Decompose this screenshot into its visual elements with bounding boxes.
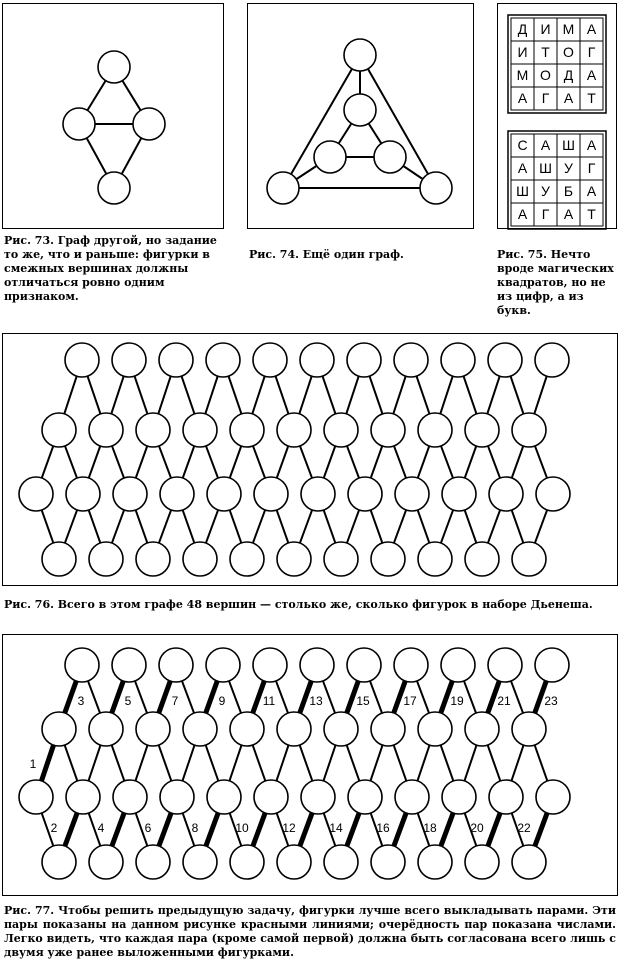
pair-number: 3 <box>77 694 85 708</box>
graph-node <box>489 477 523 511</box>
figure-74-frame <box>247 3 474 229</box>
graph-edge <box>88 681 100 713</box>
graph-edge <box>465 510 477 543</box>
pair-edge <box>159 681 171 713</box>
graph-node <box>206 343 240 377</box>
graph-edge <box>135 681 147 713</box>
graph-edge <box>300 446 312 478</box>
letter-cell-text: Г <box>541 90 550 106</box>
graph-node <box>324 712 358 746</box>
graph-node <box>66 780 100 814</box>
graph-edge <box>511 681 523 713</box>
pair-edge <box>206 681 218 713</box>
graph-node <box>512 845 546 879</box>
pair-number: 8 <box>191 821 199 835</box>
graph-node <box>19 477 53 511</box>
graph-edge <box>441 510 453 543</box>
letter-cell-text: А <box>517 206 528 222</box>
letter-cell-text: А <box>586 137 597 153</box>
graph-node <box>113 477 147 511</box>
pair-number: 6 <box>144 821 152 835</box>
graph-edge <box>300 510 312 543</box>
graph-edge <box>158 376 170 414</box>
graph-node <box>66 477 100 511</box>
graph-node <box>42 845 76 879</box>
graph-edge <box>252 376 264 414</box>
letter-cell-text: А <box>563 206 574 222</box>
graph-node <box>347 343 381 377</box>
graph-edge <box>253 510 265 543</box>
graph-node <box>536 477 570 511</box>
figure-73-graph <box>3 4 225 230</box>
pair-number: 10 <box>235 821 249 835</box>
graph-node <box>301 477 335 511</box>
figure-75-caption: Рис. 75. Нечто вроде магических квадратов, но не из цифр, а из букв. <box>497 248 614 317</box>
graph-edge <box>465 446 477 478</box>
pair-number: 23 <box>544 694 558 708</box>
graph-node <box>344 94 376 126</box>
pair-edge <box>65 681 77 713</box>
letter-cell-text: А <box>517 160 528 176</box>
graph-edge <box>159 446 171 478</box>
graph-node <box>112 648 146 682</box>
pair-edge <box>535 813 547 846</box>
pair-edge <box>65 813 77 846</box>
graph-node <box>42 542 76 576</box>
figure-74-caption: Рис. 74. Ещё один граф. <box>249 248 404 261</box>
graph-edge <box>88 745 100 781</box>
graph-node <box>301 780 335 814</box>
graph-node <box>488 343 522 377</box>
graph-node <box>347 648 381 682</box>
graph-edge <box>535 745 548 781</box>
graph-node <box>159 343 193 377</box>
graph-edge <box>229 681 241 713</box>
graph-node <box>98 172 130 204</box>
graph-node <box>133 108 165 140</box>
graph-edge <box>182 745 194 781</box>
graph-node <box>112 343 146 377</box>
graph-node <box>394 343 428 377</box>
graph-edge <box>65 745 78 781</box>
graph-edge <box>394 510 406 543</box>
graph-node <box>418 542 452 576</box>
graph-node <box>206 648 240 682</box>
figure-73-frame <box>2 3 224 229</box>
graph-node <box>19 780 53 814</box>
pair-number: 18 <box>423 821 437 835</box>
letter-cell-text: Д <box>517 21 528 37</box>
pair-number: 17 <box>403 694 417 708</box>
pair-number: 16 <box>376 821 390 835</box>
graph-node <box>465 712 499 746</box>
letter-cell-text: Г <box>587 160 596 176</box>
graph-node <box>98 51 130 83</box>
letter-cell-text: М <box>516 67 529 83</box>
graph-edge <box>253 446 265 478</box>
graph-edge <box>135 745 147 781</box>
graph-edge <box>371 446 383 478</box>
pair-number: 20 <box>470 821 484 835</box>
graph-node <box>535 648 569 682</box>
figure-77-frame <box>2 634 618 896</box>
graph-edge <box>441 446 453 478</box>
graph-edge <box>370 681 382 713</box>
graph-node <box>89 845 123 879</box>
graph-node <box>300 343 334 377</box>
graph-edge <box>42 446 54 478</box>
graph-node <box>277 542 311 576</box>
letter-cell-text: Т <box>587 90 596 106</box>
graph-node <box>159 648 193 682</box>
graph-edge <box>512 510 524 543</box>
graph-edge <box>394 745 407 781</box>
graph-edge <box>205 376 217 414</box>
letter-cell-text: Ш <box>562 137 575 153</box>
graph-edge <box>276 681 288 713</box>
graph-node <box>253 343 287 377</box>
graph-node <box>420 172 452 204</box>
graph-edge <box>135 376 148 414</box>
graph-node <box>277 413 311 447</box>
letter-cell-text: У <box>541 183 550 199</box>
graph-edge <box>418 446 430 478</box>
graph-node <box>300 648 334 682</box>
graph-node <box>89 712 123 746</box>
graph-node <box>418 413 452 447</box>
graph-node <box>160 780 194 814</box>
graph-edge <box>324 446 336 478</box>
graph-edge <box>276 376 289 414</box>
graph-edge <box>511 376 524 414</box>
graph-edge <box>230 446 242 478</box>
figure-76-caption: Рис. 76. Всего в этом графе 48 вершин — столько же, сколько фигурок в наборе Дьенеша. <box>4 598 593 611</box>
graph-node <box>136 712 170 746</box>
figure-76-graph <box>3 334 619 587</box>
graph-edge <box>183 510 195 543</box>
graph-node <box>394 648 428 682</box>
graph-edge <box>112 510 124 543</box>
graph-edge <box>464 376 477 414</box>
pair-number: 22 <box>517 821 531 835</box>
graph-edge <box>183 446 195 478</box>
graph-edge <box>347 446 359 478</box>
pair-number: 4 <box>97 821 105 835</box>
graph-edge <box>535 510 547 543</box>
graph-node <box>536 780 570 814</box>
graph-node <box>42 712 76 746</box>
graph-node <box>344 39 376 71</box>
letter-cell-text: О <box>563 44 574 60</box>
graph-edge <box>323 681 335 713</box>
graph-node <box>489 780 523 814</box>
graph-node <box>63 108 95 140</box>
pair-number: 21 <box>497 694 511 708</box>
pair-number: 9 <box>218 694 226 708</box>
graph-edge <box>441 745 454 781</box>
graph-edge <box>512 446 524 478</box>
graph-node <box>207 477 241 511</box>
graph-edge <box>393 376 405 414</box>
graph-edge <box>347 745 360 781</box>
letter-cell-text: А <box>586 67 597 83</box>
graph-edge <box>371 510 383 543</box>
graph-node <box>324 845 358 879</box>
graph-edge <box>65 510 77 543</box>
pair-edge <box>112 813 124 846</box>
graph-edge <box>112 745 125 781</box>
letter-cell-text: А <box>586 183 597 199</box>
graph-edge <box>488 745 501 781</box>
graph-node <box>230 413 264 447</box>
graph-edge <box>136 446 148 478</box>
graph-node <box>324 413 358 447</box>
graph-edge <box>417 745 429 781</box>
graph-node <box>465 845 499 879</box>
graph-edge <box>65 446 77 478</box>
graph-edge <box>112 446 124 478</box>
graph-node <box>348 780 382 814</box>
pair-edge <box>206 813 218 846</box>
letter-cell-text: Д <box>563 67 574 83</box>
pair-number: 2 <box>50 821 58 835</box>
graph-node <box>89 542 123 576</box>
graph-node <box>512 712 546 746</box>
graph-edge <box>229 376 242 414</box>
graph-node <box>348 477 382 511</box>
graph-edge <box>488 510 500 543</box>
pair-edge <box>159 813 171 846</box>
graph-edge <box>417 681 429 713</box>
graph-node <box>65 343 99 377</box>
graph-edge <box>206 510 218 543</box>
graph-node <box>183 845 217 879</box>
graph-node <box>395 477 429 511</box>
graph-node <box>442 780 476 814</box>
graph-edge <box>182 376 195 414</box>
graph-edge <box>417 376 430 414</box>
graph-node <box>512 542 546 576</box>
graph-node <box>418 845 452 879</box>
letter-cell-text: А <box>586 21 597 37</box>
graph-edge <box>511 745 523 781</box>
pair-edge <box>347 813 359 846</box>
graph-node <box>230 712 264 746</box>
graph-edge <box>206 446 218 478</box>
graph-edge <box>440 376 452 414</box>
graph-node <box>277 845 311 879</box>
graph-edge <box>370 376 383 414</box>
graph-node <box>418 712 452 746</box>
graph-node <box>371 712 405 746</box>
graph-node <box>207 780 241 814</box>
letter-cell-text: Г <box>587 44 596 60</box>
letter-cell-text: А <box>517 90 528 106</box>
graph-node <box>535 343 569 377</box>
graph-edge <box>89 446 101 478</box>
graph-edge <box>42 510 54 543</box>
graph-node <box>254 477 288 511</box>
figure-76-frame <box>2 333 618 586</box>
graph-node <box>254 780 288 814</box>
figure-77-graph <box>3 635 619 897</box>
graph-node <box>374 141 406 173</box>
graph-node <box>160 477 194 511</box>
graph-edge <box>394 446 406 478</box>
pair-number: 1 <box>29 757 37 771</box>
graph-node <box>183 413 217 447</box>
graph-edge <box>464 745 476 781</box>
graph-node <box>230 845 264 879</box>
graph-edge <box>159 745 172 781</box>
graph-node <box>65 648 99 682</box>
graph-edge <box>488 446 500 478</box>
graph-node <box>277 712 311 746</box>
graph-edge <box>89 510 101 543</box>
graph-node <box>42 413 76 447</box>
letter-cell-text: Г <box>541 206 550 222</box>
letter-cell-text: С <box>517 137 528 153</box>
graph-edge <box>88 376 101 414</box>
graph-node <box>136 845 170 879</box>
pair-edge <box>488 813 500 846</box>
graph-edge <box>347 510 359 543</box>
graph-node <box>267 172 299 204</box>
pair-edge <box>41 745 53 781</box>
graph-edge <box>277 510 289 543</box>
letter-cell-text: И <box>540 21 551 37</box>
graph-edge <box>323 376 336 414</box>
graph-edge <box>136 510 148 543</box>
graph-node <box>253 648 287 682</box>
graph-node <box>441 648 475 682</box>
graph-node <box>488 648 522 682</box>
graph-node <box>371 542 405 576</box>
letter-cell-text: Т <box>587 206 596 222</box>
letter-cell-text: М <box>562 21 575 37</box>
figure-74-graph <box>248 4 475 230</box>
graph-node <box>465 413 499 447</box>
graph-edge <box>159 510 171 543</box>
letter-cell-text: Б <box>563 183 574 199</box>
graph-node <box>230 542 264 576</box>
pair-number: 15 <box>356 694 370 708</box>
pair-edge <box>112 681 124 713</box>
graph-node <box>442 477 476 511</box>
pair-edge <box>441 813 453 846</box>
graph-edge <box>229 745 241 781</box>
graph-edge <box>535 446 547 478</box>
figure-77-caption: Рис. 77. Чтобы решить предыдущую задачу, фигурки лучше всего выкладывать парами. Эти пары показаны на данном рисунке красными линиями; очерёдность пар показана числами. Легко видеть, что каждая пара (кроме самой первой) должна быть согласована всего лишь с двумя уже ранее выложенными фигурками. <box>4 904 616 959</box>
graph-edge <box>299 376 311 414</box>
graph-edge <box>487 376 499 414</box>
graph-edge <box>370 745 382 781</box>
figure-75-frame <box>497 3 617 229</box>
pair-number: 19 <box>450 694 464 708</box>
graph-edge <box>276 745 288 781</box>
graph-node <box>136 542 170 576</box>
graph-edge <box>324 510 336 543</box>
figure-73-caption: Рис. 73. Граф другой, но задание то же, что и раньше: фигурки в смежных вершинах должны отличаться ровно одним признаком. <box>4 234 217 303</box>
letter-cell-text: А <box>563 90 574 106</box>
graph-node <box>324 542 358 576</box>
graph-node <box>371 413 405 447</box>
pair-number: 14 <box>329 821 343 835</box>
graph-node <box>441 343 475 377</box>
letter-cell-text: А <box>540 137 551 153</box>
graph-node <box>465 542 499 576</box>
letter-cell-text: И <box>517 44 528 60</box>
graph-edge <box>346 376 358 414</box>
graph-node <box>395 780 429 814</box>
letter-cell-text: О <box>540 67 551 83</box>
letter-cell-text: Ш <box>539 160 552 176</box>
graph-node <box>183 712 217 746</box>
pair-number: 11 <box>262 694 276 708</box>
graph-edge <box>206 745 219 781</box>
pair-number: 12 <box>282 821 296 835</box>
graph-edge <box>300 745 313 781</box>
graph-node <box>113 780 147 814</box>
pair-number: 7 <box>171 694 179 708</box>
graph-node <box>512 413 546 447</box>
pair-edge <box>253 813 265 846</box>
graph-edge <box>111 376 123 414</box>
graph-edge <box>182 681 194 713</box>
pair-edge <box>300 813 312 846</box>
graph-edge <box>253 745 266 781</box>
letter-squares <box>498 4 618 230</box>
graph-edge <box>418 510 430 543</box>
graph-node <box>371 845 405 879</box>
pair-edge <box>394 813 406 846</box>
pair-number: 13 <box>309 694 323 708</box>
graph-edge <box>64 376 76 414</box>
letter-cell-text: Т <box>541 44 550 60</box>
graph-edge <box>230 510 242 543</box>
pair-number: 5 <box>124 694 132 708</box>
letter-cell-text: Ш <box>516 183 529 199</box>
graph-edge <box>534 376 546 414</box>
graph-edge <box>323 745 335 781</box>
letter-cell-text: У <box>564 160 573 176</box>
graph-edge <box>464 681 476 713</box>
graph-edge <box>277 446 289 478</box>
graph-node <box>89 413 123 447</box>
graph-node <box>314 141 346 173</box>
graph-node <box>183 542 217 576</box>
graph-node <box>136 413 170 447</box>
